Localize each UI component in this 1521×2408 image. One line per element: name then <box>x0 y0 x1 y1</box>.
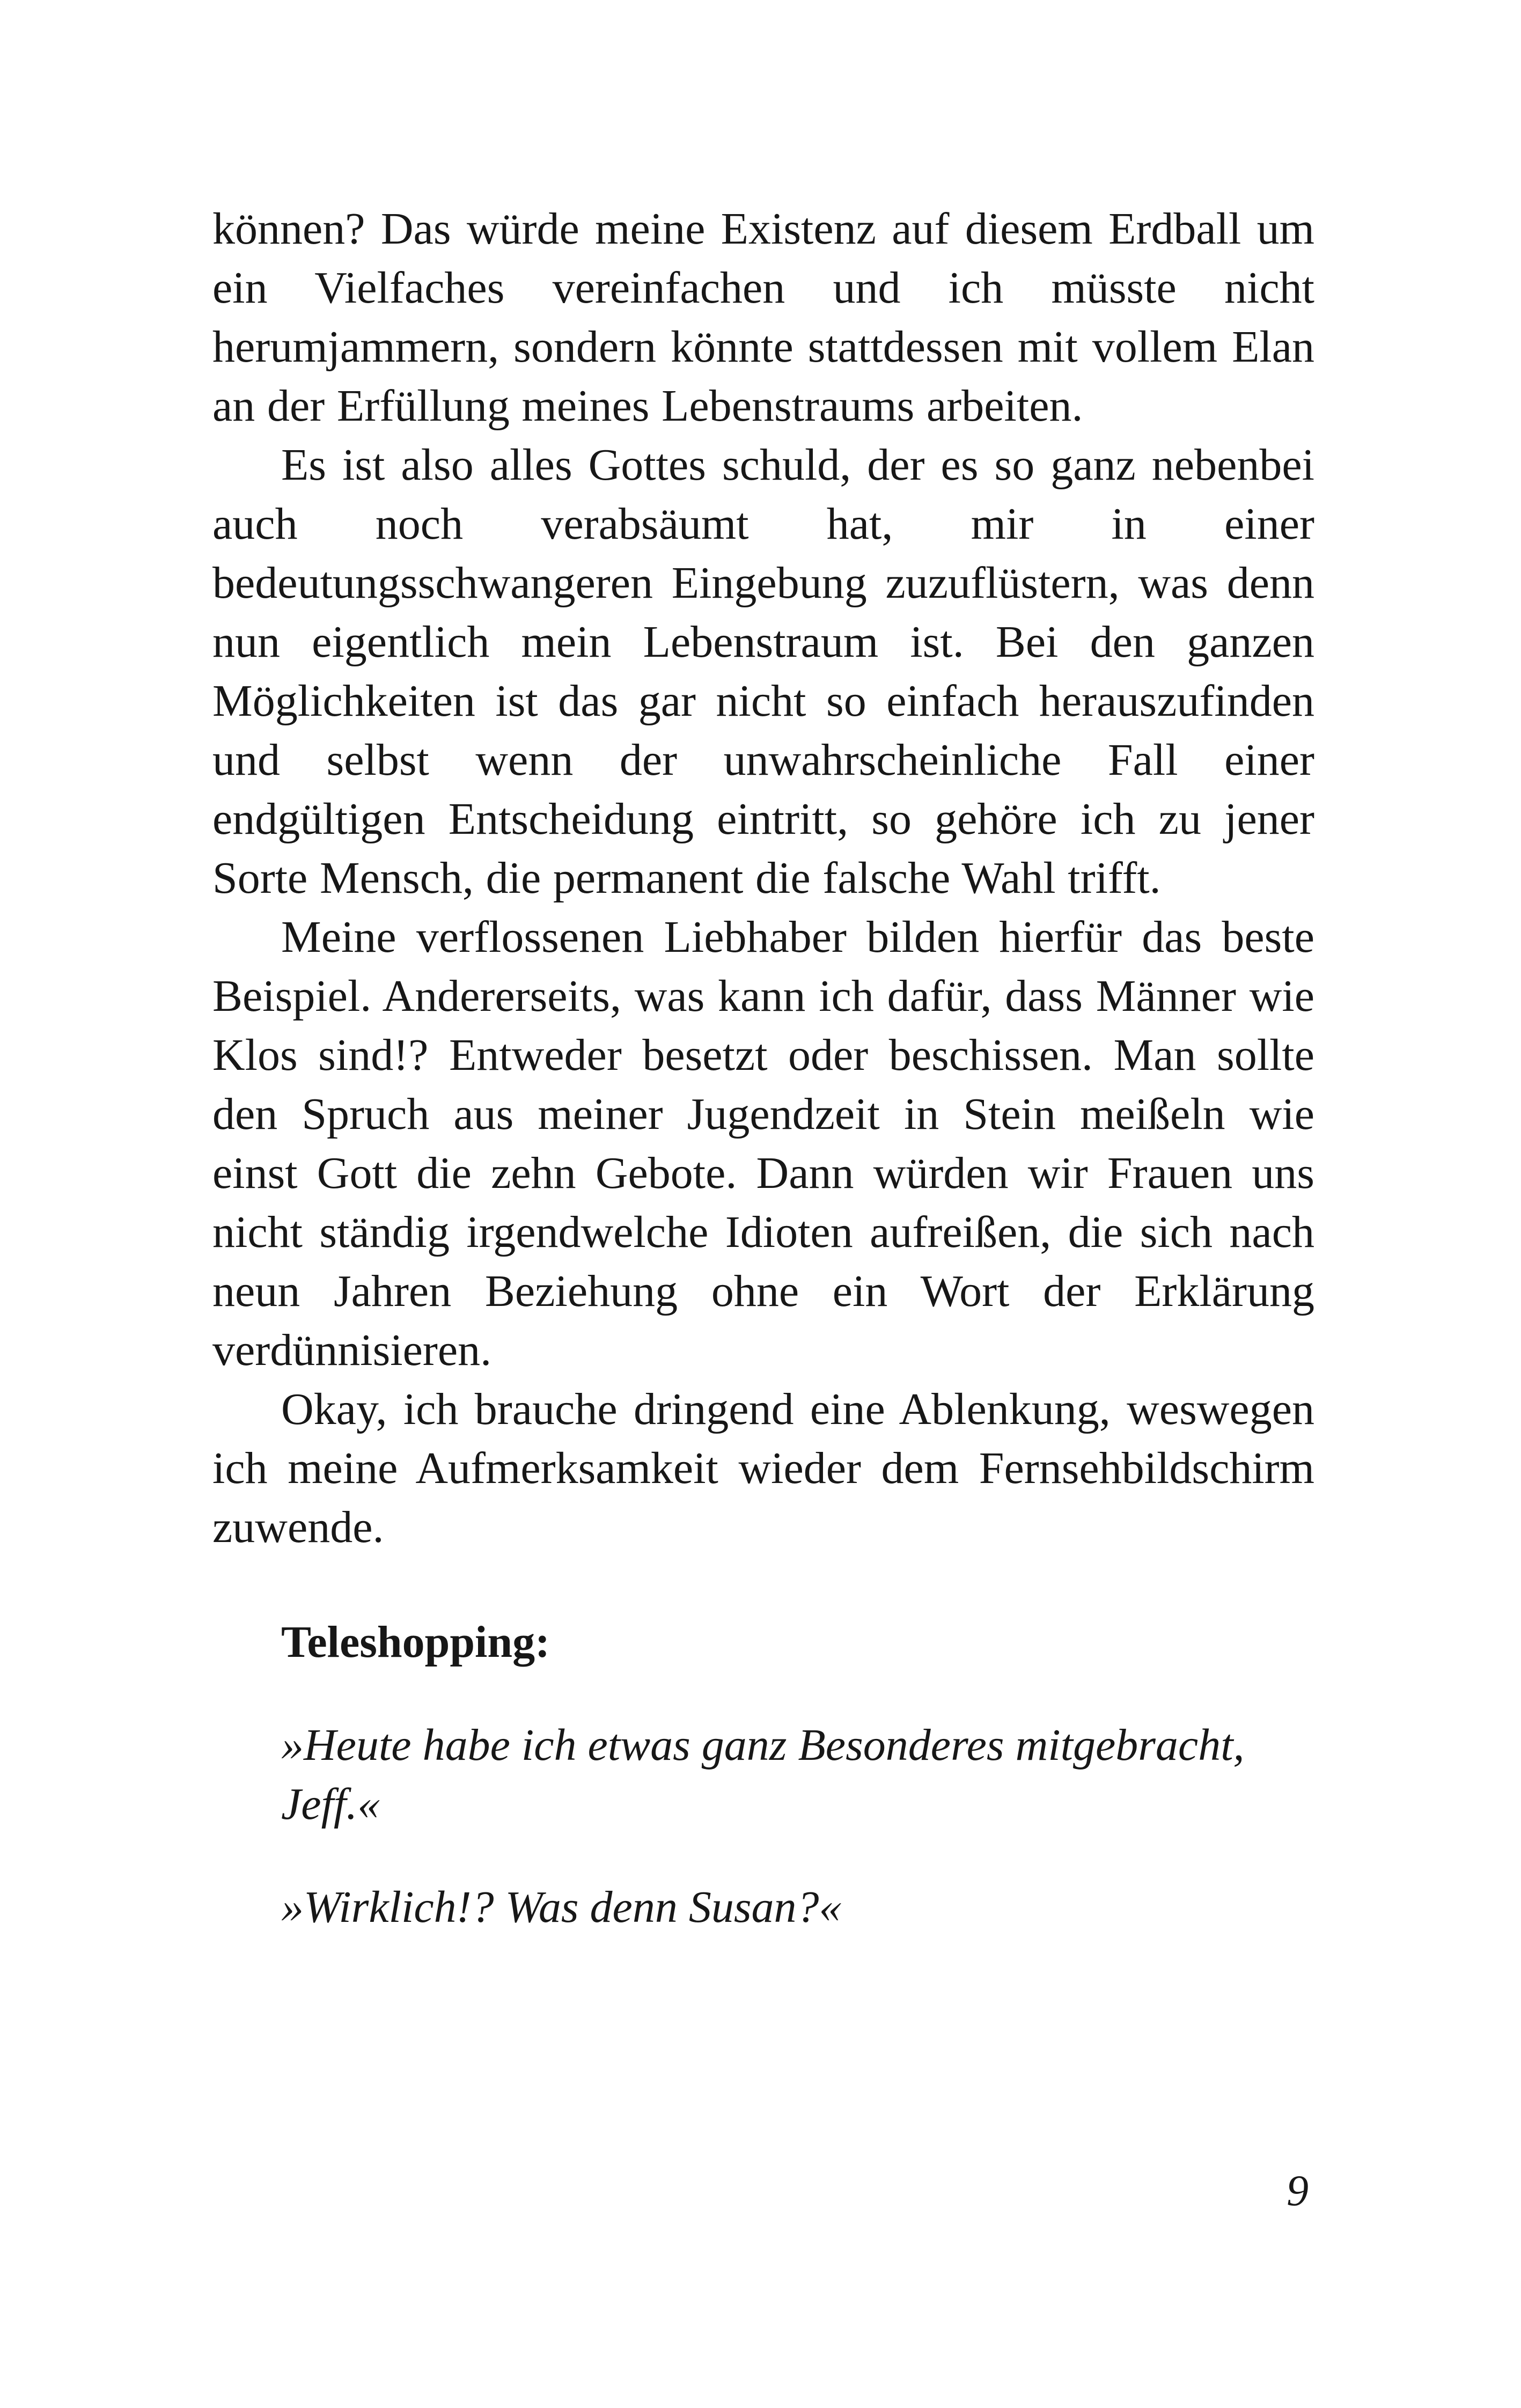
dialogue-line: »Wirklich!? Was denn Susan?« <box>281 1882 842 1932</box>
body-paragraph: Es ist also alles Gottes schuld, der es so ganz nebenbei auch noch verabsäumt hat, mir in einer bedeutungsschwangeren Eingebung zuzuflüstern, was denn nun eigentlich mein Lebenstraum ist. Bei den ganzen Möglichkeiten ist das gar nicht so einfach herauszufinden und selbst wenn der unwahrscheinliche Fall einer endgültigen Entscheidung eintritt, so gehöre ich zu jener Sorte Mensch, die permanent die falsche Wahl trifft. <box>212 440 1314 903</box>
body-paragraph: können? Das würde meine Existenz auf diesem Erdball um ein Vielfaches vereinfachen und ich müsste nicht herumjammern, sondern könnte stattdessen mit vollem Elan an der Erfüllung meines Lebenstraums arbeiten. <box>212 204 1314 431</box>
section-heading: Teleshopping: <box>281 1617 550 1667</box>
body-paragraph: Okay, ich brauche dringend eine Ablenkung, weswegen ich meine Aufmerksamkeit wieder dem Fernsehbildschirm zuwende. <box>212 1384 1314 1552</box>
page-number: 9 <box>1287 2166 1309 2215</box>
dialogue-line: »Heute habe ich etwas ganz Besonderes mitgebracht, Jeff.« <box>281 1720 1245 1829</box>
body-paragraph: Meine verflossenen Liebhaber bilden hierfür das beste Beispiel. Andererseits, was kann ich dafür, dass Männer wie Klos sind!? Entweder besetzt oder beschissen. Man sollte den Spruch aus meiner Jugendzeit in Stein meißeln wie einst Gott die zehn Gebote. Dann würden wir Frauen uns nicht ständig irgendwelche Idioten aufreißen, die sich nach neun Jahren Beziehung ohne ein Wort der Erklärung verdünnisieren. <box>212 912 1314 1375</box>
